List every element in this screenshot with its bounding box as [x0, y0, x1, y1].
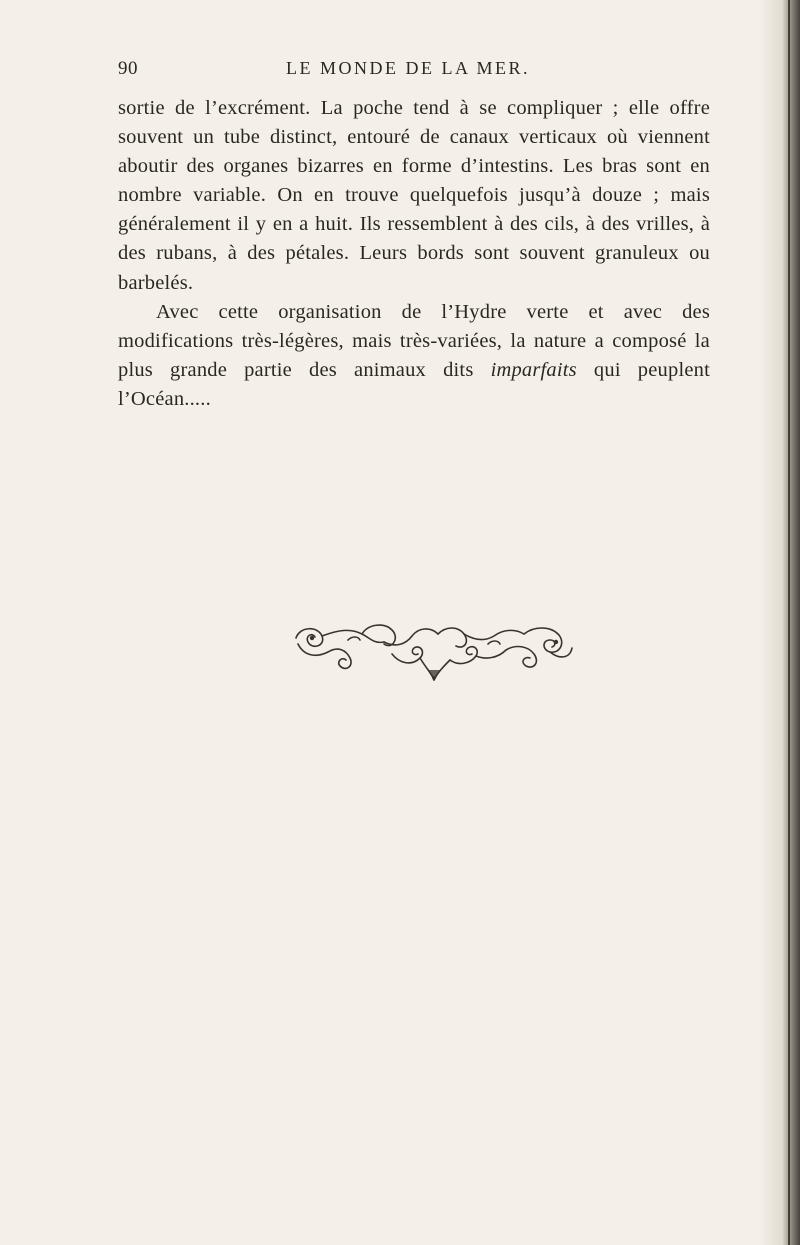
paragraph-2-start: Avec cette organisation de l’Hydre verte et avec des modifications très-légères, mais très-variées, la nature a composé la plus grande partie des animaux dits	[118, 300, 710, 381]
paragraph-1: sortie de l’excrément. La poche tend à se compliquer ; elle offre souvent un tube distinct, entouré de canaux verticaux où viennent aboutir des organes bizarres en forme d’intestins. Les bras sont en nombre variable. On en trouve quelquefois jusqu’à douze ; mais généralement il y en a huit. Ils ressemblent à des cils, à des vrilles, à des rubans, à des pétales. Leurs bords sont souvent granuleux ou barbelés.	[118, 97, 710, 294]
page-number: 90	[118, 58, 138, 79]
running-title: LE MONDE DE LA MER.	[286, 58, 530, 78]
page-gutter-shadow	[760, 0, 800, 1245]
scroll-ornament-icon	[288, 620, 578, 682]
page-edge-line	[788, 0, 790, 1245]
body-text	[118, 94, 710, 414]
paragraph-2	[118, 298, 710, 414]
italic-term: imparfaits	[490, 358, 577, 381]
page-header	[118, 58, 678, 82]
paragraph-2-end: qui peuplent l’Océan.....	[118, 358, 710, 410]
